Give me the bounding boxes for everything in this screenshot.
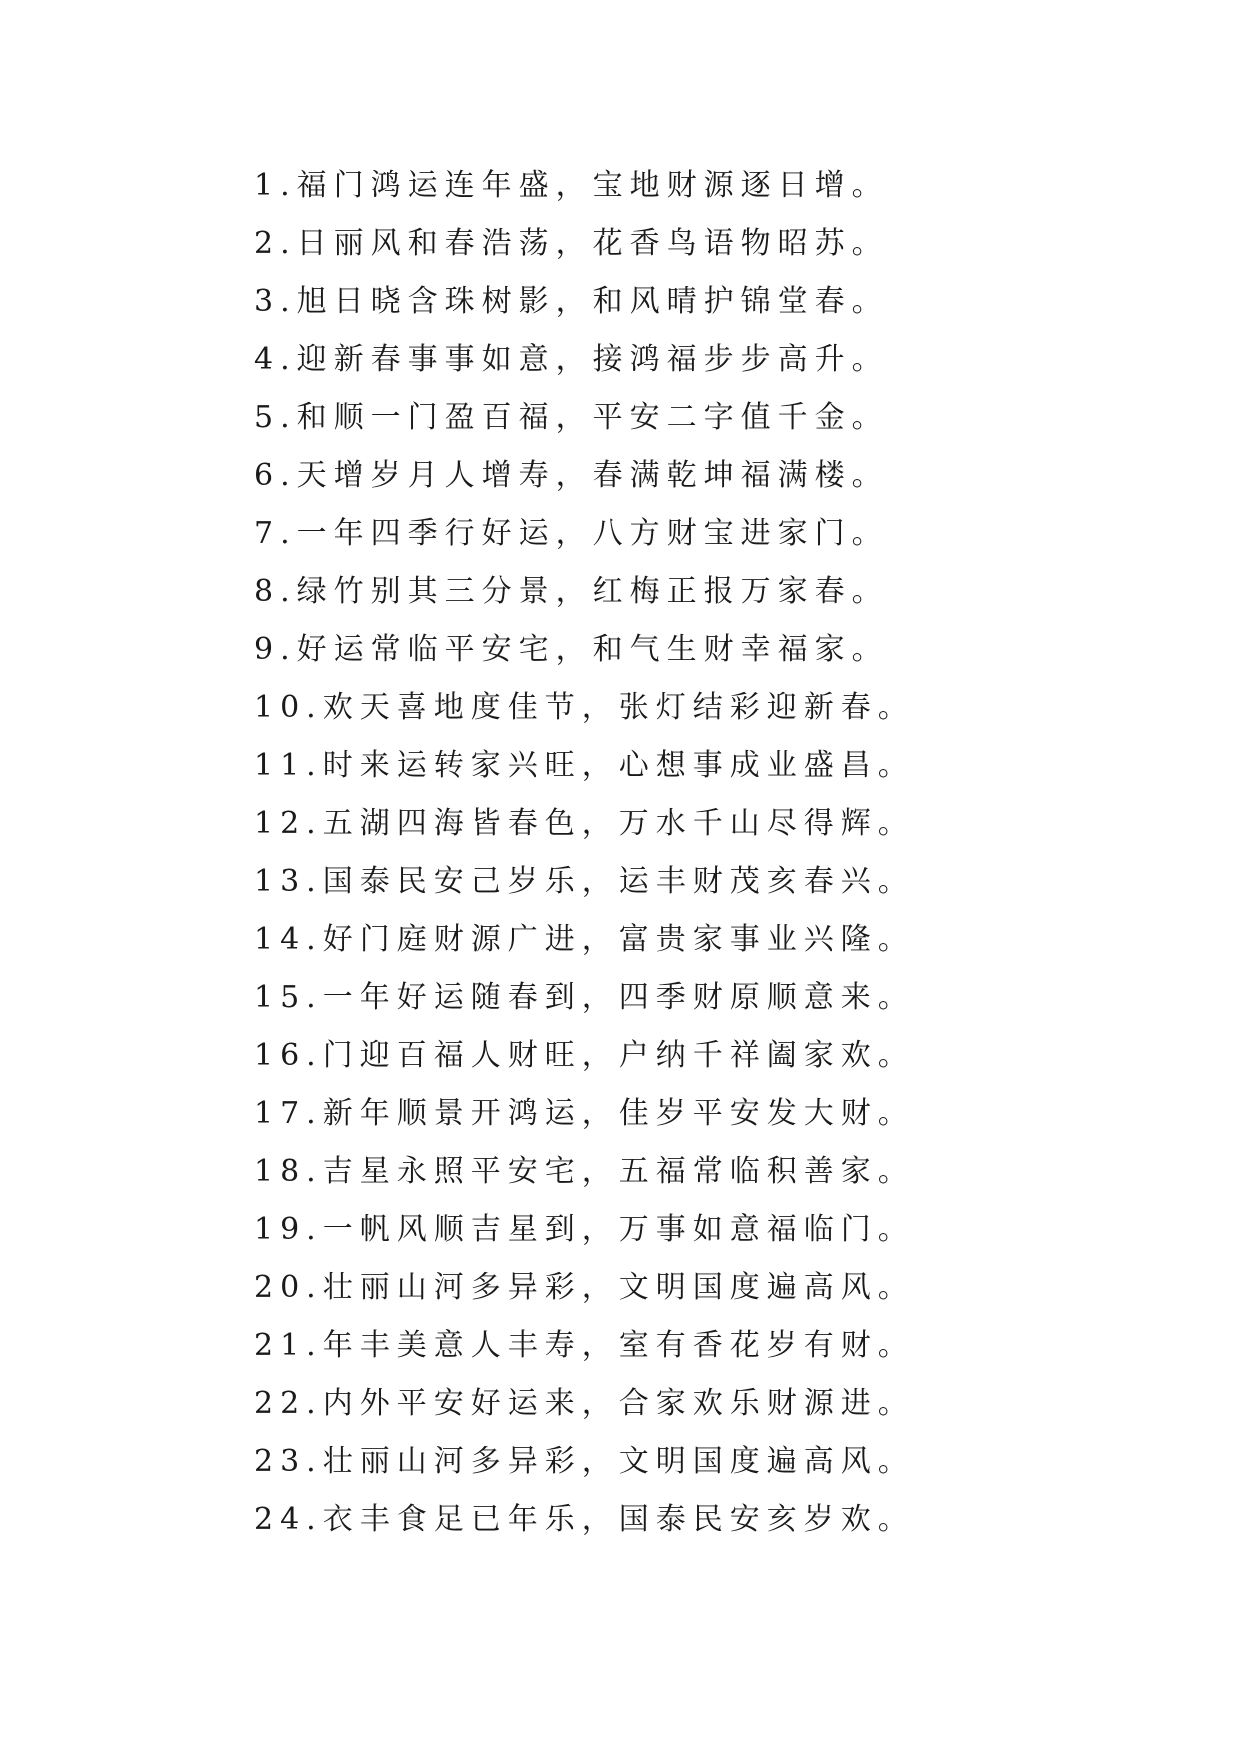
- couplet-line-18: 18.吉星永照平安宅，五福常临积善家。: [254, 1154, 915, 1189]
- couplet-line-21: 21.年丰美意人丰寿，室有香花岁有财。: [254, 1328, 915, 1363]
- couplet-line-24: 24.衣丰食足已年乐，国泰民安亥岁欢。: [254, 1502, 915, 1537]
- couplet-line-5: 5.和顺一门盈百福，平安二字值千金。: [254, 400, 889, 435]
- couplet-line-10: 10.欢天喜地度佳节，张灯结彩迎新春。: [254, 690, 915, 725]
- couplet-line-12: 12.五湖四海皆春色，万水千山尽得辉。: [254, 806, 915, 841]
- couplet-line-7: 7.一年四季行好运，八方财宝进家门。: [254, 516, 889, 551]
- couplet-line-9: 9.好运常临平安宅，和气生财幸福家。: [254, 632, 889, 667]
- couplet-line-15: 15.一年好运随春到，四季财原顺意来。: [254, 980, 915, 1015]
- couplet-line-1: 1.福门鸿运连年盛，宝地财源逐日增。: [254, 168, 889, 203]
- couplet-line-17: 17.新年顺景开鸿运，佳岁平安发大财。: [254, 1096, 915, 1131]
- couplet-line-16: 16.门迎百福人财旺，户纳千祥阖家欢。: [254, 1038, 915, 1073]
- couplet-line-13: 13.国泰民安己岁乐，运丰财茂亥春兴。: [254, 864, 915, 899]
- couplet-line-19: 19.一帆风顺吉星到，万事如意福临门。: [254, 1212, 915, 1247]
- couplet-line-3: 3.旭日晓含珠树影，和风晴护锦堂春。: [254, 284, 889, 319]
- couplet-line-14: 14.好门庭财源广进，富贵家事业兴隆。: [254, 922, 915, 957]
- couplet-line-20: 20.壮丽山河多异彩，文明国度遍高风。: [254, 1270, 915, 1305]
- couplet-line-6: 6.天增岁月人增寿，春满乾坤福满楼。: [254, 458, 889, 493]
- couplet-line-4: 4.迎新春事事如意，接鸿福步步高升。: [254, 342, 889, 377]
- couplet-line-22: 22.内外平安好运来，合家欢乐财源进。: [254, 1386, 915, 1421]
- couplet-line-11: 11.时来运转家兴旺，心想事成业盛昌。: [254, 748, 915, 783]
- couplet-line-8: 8.绿竹别其三分景，红梅正报万家春。: [254, 574, 889, 609]
- couplet-line-2: 2.日丽风和春浩荡，花香鸟语物昭苏。: [254, 226, 889, 261]
- couplet-line-23: 23.壮丽山河多异彩，文明国度遍高风。: [254, 1444, 915, 1479]
- couplet-list: [254, 157, 915, 1549]
